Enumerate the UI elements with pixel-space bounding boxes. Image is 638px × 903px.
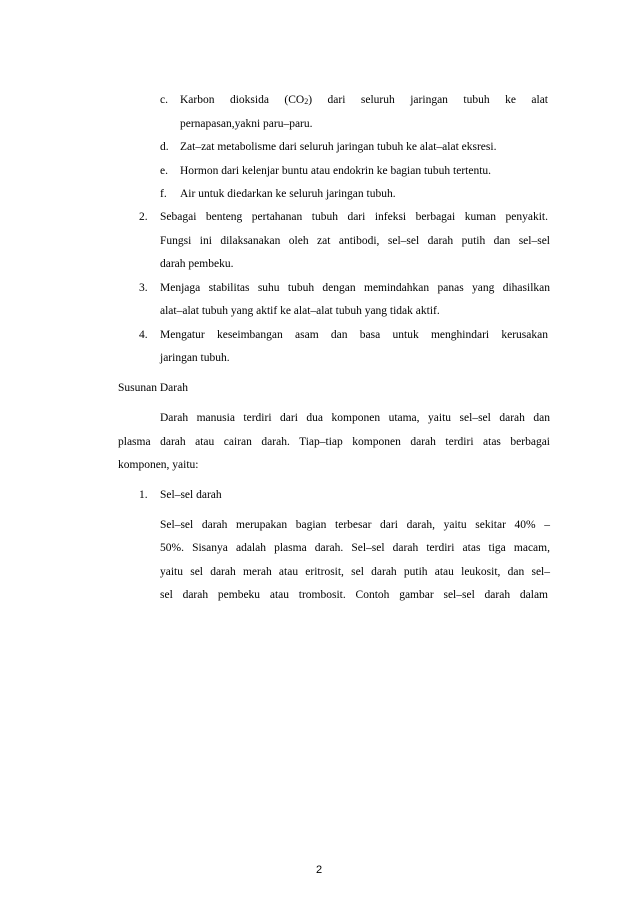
sub-list-marker-1: 1.	[139, 489, 148, 501]
list-item-e-line-1: Hormon dari kelenjar buntu atau endokrin ke bagian tubuh tertentu.	[180, 165, 492, 177]
list-marker-3: 3.	[139, 282, 148, 294]
list-item-3-line-2: alat–alat tubuh yang aktif ke alat–alat tubuh yang tidak aktif.	[160, 305, 440, 317]
list-item-4-line-2: jaringan tubuh.	[160, 352, 230, 364]
list-item-f-line-1: Air untuk diedarkan ke seluruh jaringan tubuh.	[180, 188, 396, 200]
list-marker-4: 4.	[139, 329, 148, 341]
list-item-4-line-1: Mengatur keseimbangan asam dan basa untuk menghindari kerusakan	[160, 329, 548, 341]
list-item-2-line-3: darah pembeku.	[160, 258, 234, 270]
list-item-2-line-2: Fungsi ini dilaksanakan oleh zat antibodi, sel–sel darah putih dan sel–sel	[160, 235, 550, 247]
sub-item-line-4: sel darah pembeku atau trombosit. Contoh gambar sel–sel darah dalam	[160, 589, 548, 601]
section-heading: Susunan Darah	[118, 382, 188, 394]
paragraph-line-1: Darah manusia terdiri dari dua komponen utama, yaitu sel–sel darah dan	[160, 412, 550, 424]
list-marker-e: e.	[160, 165, 168, 177]
page-number: 2	[315, 864, 323, 876]
list-marker-2: 2.	[139, 211, 148, 223]
list-item-3-line-1: Menjaga stabilitas suhu tubuh dengan memindahkan panas yang dihasilkan	[160, 282, 550, 294]
list-marker-f: f.	[160, 188, 167, 200]
sub-item-line-1: Sel–sel darah merupakan bagian terbesar dari darah, yaitu sekitar 40% –	[160, 519, 550, 531]
list-item-c-line-2: pernapasan,yakni paru–paru.	[180, 118, 313, 130]
sub-item-line-3: yaitu sel darah merah atau eritrosit, sel darah putih atau leukosit, dan sel–	[160, 566, 550, 578]
list-item-d-line-1: Zat–zat metabolisme dari seluruh jaringan tubuh ke alat–alat eksresi.	[180, 141, 497, 153]
sub-item-title: Sel–sel darah	[160, 489, 222, 501]
list-marker-c: c.	[160, 94, 168, 106]
list-marker-d: d.	[160, 141, 169, 153]
paragraph-line-2: plasma darah atau cairan darah. Tiap–tiap komponen darah terdiri atas berbagai	[118, 436, 550, 448]
list-item-2-line-1: Sebagai benteng pertahanan tubuh dari infeksi berbagai kuman penyakit.	[160, 211, 548, 223]
paragraph-line-3: komponen, yaitu:	[118, 459, 199, 471]
sub-item-line-2: 50%. Sisanya adalah plasma darah. Sel–sel darah terdiri atas tiga macam,	[160, 542, 550, 554]
list-item-c-line-1: Karbon dioksida $(CO_2)$ dari seluruh jaringan tubuh ke alat	[180, 94, 549, 106]
